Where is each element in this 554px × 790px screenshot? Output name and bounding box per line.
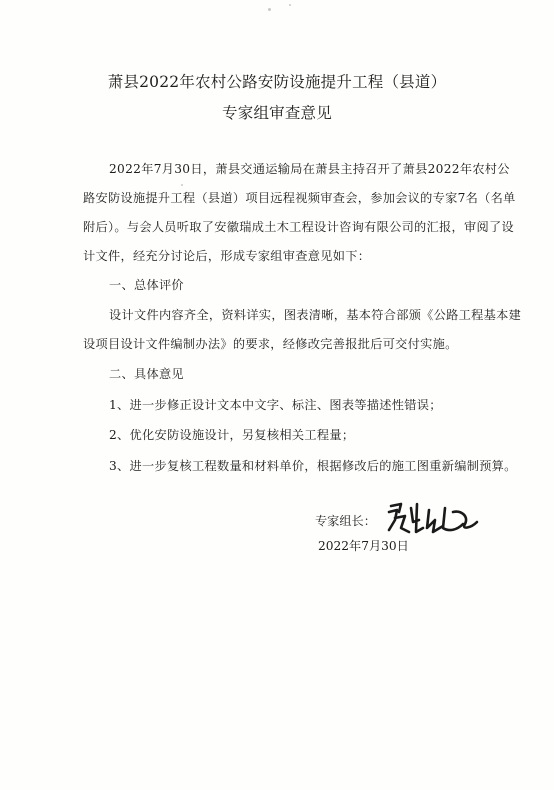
handwritten-signature [383,498,483,540]
intro-line-3: 附后）。与会人员听取了安徽瑞成土木工程设计咨询有限公司的汇报，审阅了设 [83,220,514,234]
intro-line-2: 路安防设施提升工程（县道）项目远程视频审查会，参加会议的专家7名（名单 [83,191,516,205]
document-title: 萧县2022年农村公路安防设施提升工程（县道） [107,73,447,91]
scan-speck [289,4,291,6]
section1-line-2: 设项目设计文件编制办法》的要求，经修改完善报批后可交付实施。 [83,337,458,351]
signature-date: 2022年7月30日 [318,539,409,553]
section2-item-2: 2、优化安防设施设计，另复核相关工程量； [109,428,355,442]
signature-label: 专家组长： [315,514,376,528]
scan-speck [181,184,183,186]
intro-line-1: 2022年7月30日，萧县交通运输局在萧县主持召开了萧县2022年农村公 [109,162,510,176]
intro-line-4: 计文件，经充分讨论后，形成专家组审查意见如下： [83,249,371,263]
document-subtitle: 专家组审查意见 [222,104,332,122]
section2-item-1: 1、进一步修正设计文本中文字、标注、图表等描述性错误； [109,398,442,412]
section1-line-1: 设计文件内容齐全，资料详实，图表清晰，基本符合部颁《公路工程基本建 [109,308,522,322]
section2-item-3: 3、进一步复核工程数量和材料单价，根据修改后的施工图重新编制预算。 [109,459,517,473]
scan-speck [268,8,271,11]
section1-heading: 一、总体评价 [109,278,184,292]
section2-heading: 二、具体意见 [109,367,184,381]
